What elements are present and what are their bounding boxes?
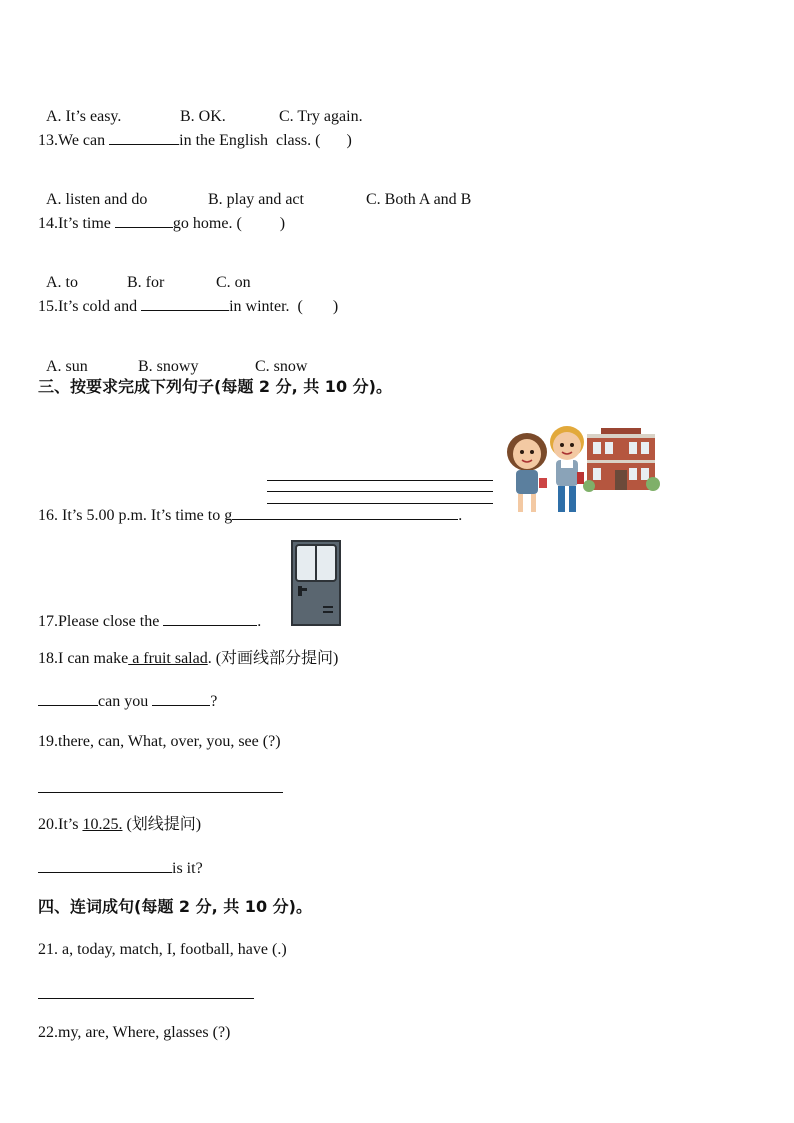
q13-stem-end: in the English class. ( [179,132,321,149]
q12-option-c: C. Try again. [279,108,363,125]
boy-figure-icon [550,426,584,512]
q14-stem-start: 14.It’s time [38,215,115,232]
q13-option-a: A. listen and do [46,191,148,208]
q16-question [38,504,462,526]
q14-options [38,253,251,293]
q15-stem-end: in winter. ( [229,298,303,315]
q13-options [38,170,471,210]
q14-stem-end: go home. ( [172,215,242,232]
q22-question: 22.my, are, Where, glasses (?) [38,1024,231,1041]
q20-answer-end: is it? [172,860,203,877]
q16-writing-line-1[interactable] [267,480,493,481]
q13-blank[interactable] [109,129,179,145]
q18-stem-start: 18.I can make [38,650,129,667]
girl-figure-icon [507,433,547,512]
q14-answer-box[interactable] [242,213,280,228]
q21-answer-line[interactable] [38,998,254,999]
q15-close-paren: ) [332,298,339,315]
door-icon [291,540,341,626]
q18-question [38,649,338,669]
q14-question [38,212,285,234]
q12-options [38,87,363,127]
q13-question [38,129,352,151]
q15-answer-box[interactable] [303,296,333,311]
q17-question [38,610,261,632]
q15-blank[interactable] [141,295,229,311]
q15-option-c: C. snow [255,358,308,375]
q20-underlined-time: 10.25. [82,816,123,833]
q17-period: . [257,613,262,630]
q20-stem-end: (划线提问) [122,816,202,833]
q18-stem-end: . (对画线部分提问) [207,650,339,667]
q16-period: . [458,507,463,524]
school-building-icon [583,428,660,492]
q13-stem-start: 13.We can [38,132,110,149]
q20-stem-start: 20.It’s [38,816,83,833]
q13-close-paren: ) [346,132,352,149]
q14-option-b: B. for [127,274,165,291]
q21-question: 21. a, today, match, I, football, have (.) [38,941,287,958]
q12-option-b: B. OK. [180,108,226,125]
q18-blank-2[interactable] [152,690,210,706]
q18-blank-1[interactable] [38,690,98,706]
q13-answer-box[interactable] [320,130,346,145]
q18-question-mark: ? [210,693,218,710]
q18-answer-middle: can you [98,693,153,710]
section-3-heading: 三、按要求完成下列句子(每题 2 分, 共 10 分)。 [38,377,392,396]
q14-blank[interactable] [115,212,173,228]
q15-options [38,337,307,377]
q14-option-a: A. to [46,274,78,291]
q19-question: 19.there, can, What, over, you, see (?) [38,733,281,750]
q18-underlined-phrase: a fruit salad [128,650,208,667]
section-4-heading: 四、连词成句(每题 2 分, 共 10 分)。 [38,897,312,916]
q16-stem: 16. It’s 5.00 p.m. It’s time to g [38,507,233,524]
q20-answer-line [38,857,203,879]
q15-question [38,295,338,317]
q13-option-b: B. play and act [208,191,304,208]
q17-stem: 17.Please close the [38,613,164,630]
q14-option-c: C. on [216,274,251,291]
q12-option-a: A. It’s easy. [46,108,122,125]
q17-blank[interactable] [163,610,257,626]
q15-option-b: B. snowy [138,358,199,375]
q20-blank[interactable] [38,857,172,873]
q19-answer-line[interactable] [38,792,283,793]
q15-option-a: A. sun [46,358,88,375]
q13-option-c: C. Both A and B [366,191,472,208]
q16-blank[interactable] [232,504,458,520]
q14-close-paren: ) [279,215,286,232]
q16-writing-line-2[interactable] [267,491,493,492]
children-school-picture [503,420,661,520]
q15-stem-start: 15.It’s cold and [38,298,142,315]
q18-answer-line [38,690,217,712]
q20-question [38,815,201,835]
